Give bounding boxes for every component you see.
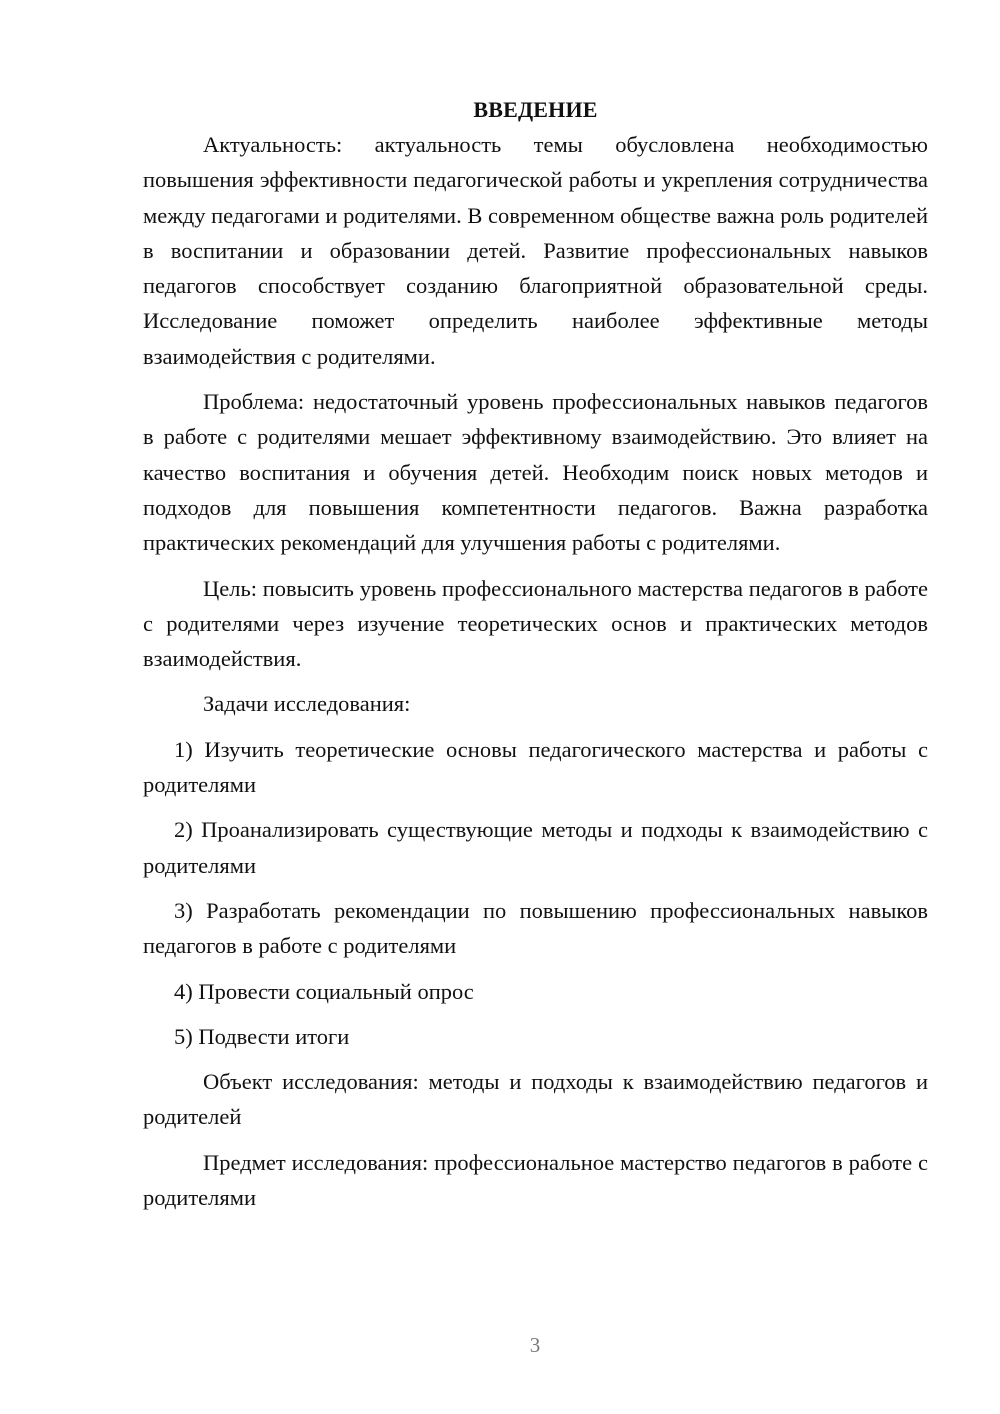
list-item: 5) Подвести итоги (174, 1023, 350, 1049)
object-paragraph: Объект исследования: методы и подходы к взаимодействию педагогов и родителей (143, 1069, 928, 1130)
list-item: 4) Провести социальный опрос (174, 978, 474, 1004)
goal-paragraph: Цель: повысить уровень профессионального мастерства педагогов в работе с родителями через изучение теоретических основ и практических методов взаимодействия. (143, 575, 928, 672)
list-item: 2) Проанализировать существующие методы и подходы к взаимодействию с родителями (143, 817, 928, 878)
section-title: ВВЕДЕНИЕ (473, 97, 598, 122)
page-number: 3 (529, 1333, 541, 1357)
list-item: 3) Разработать рекомендации по повышению профессиональных навыков педагогов в работе с родителями (143, 897, 928, 959)
relevance-paragraph: Актуальность: актуальность темы обусловлена необходимостью повышения эффективности педагогической работы и укрепления сотрудничества между педагогами и родителями. В современном обществе важна роль родителей в воспитании и образовании детей. Развитие профессиональных навыков педагогов способствует созданию благоприятной образовательной среды. Исследование поможет определить наиболее эффективные методы взаимодействия с родителями. (143, 132, 928, 369)
tasks-heading: Задачи исследования: (203, 691, 411, 717)
list-item: 1) Изучить теоретические основы педагогического мастерства и работы с родителями (143, 736, 928, 798)
problem-paragraph: Проблема: недостаточный уровень профессиональных навыков педагогов в работе с родителями мешает эффективному взаимодействию. Это влияет на качество воспитания и обучения детей. Необходим поиск новых методов и подходов для повышения компетентности педагогов. Важна разработка практических рекомендаций для улучшения работы с родителями. (143, 389, 928, 556)
document-page (143, 92, 928, 1225)
subject-paragraph: Предмет исследования: профессиональное мастерство педагогов в работе с родителями (143, 1149, 928, 1211)
tasks-list (143, 732, 928, 1054)
